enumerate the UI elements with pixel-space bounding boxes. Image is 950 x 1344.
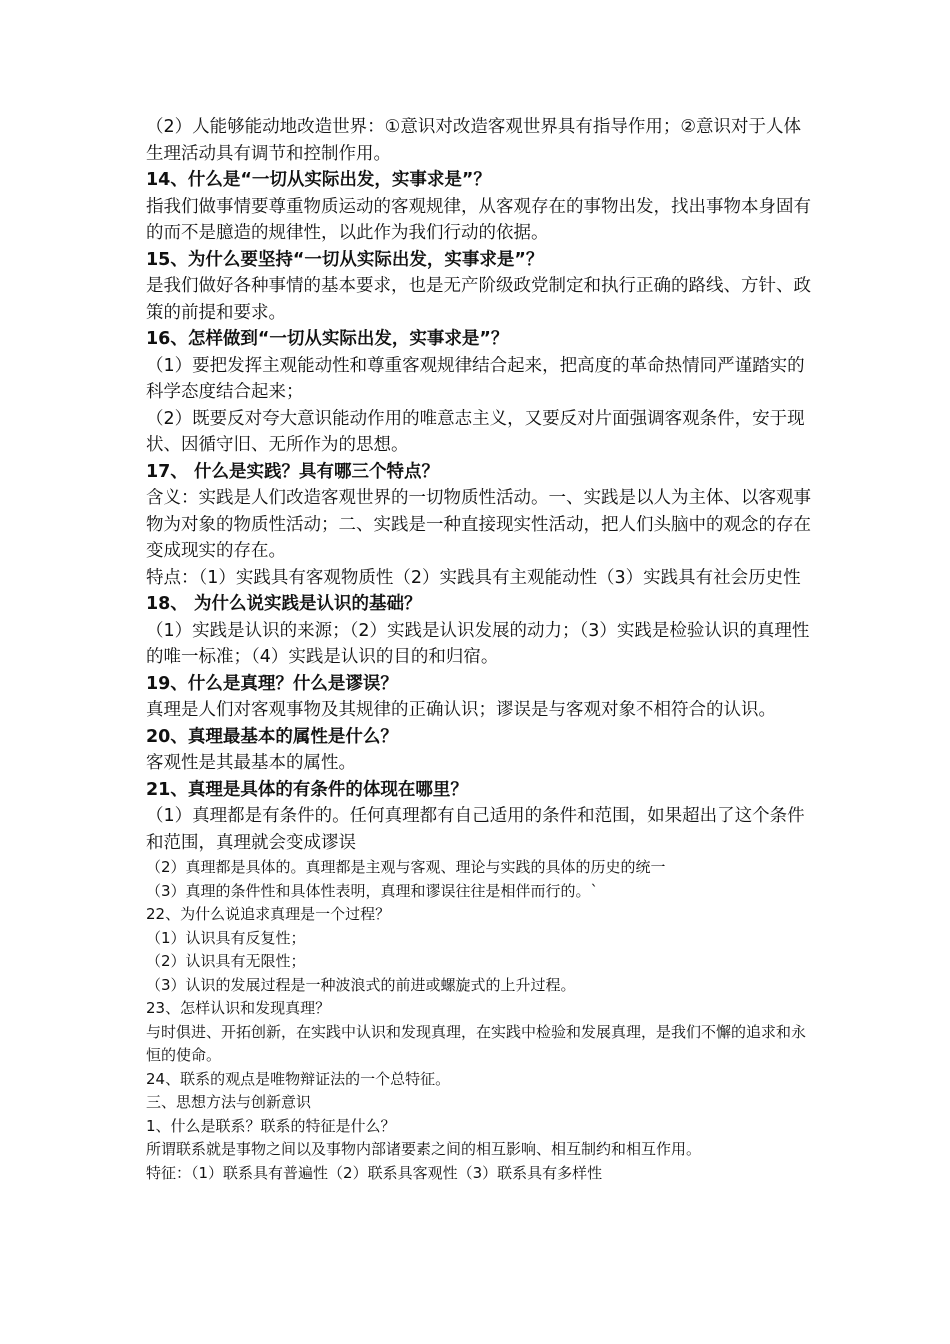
- document-page: [146, 114, 811, 1185]
- answer-paragraph: 所谓联系就是事物之间以及事物内部诸要素之间的相互影响、相互制约和相互作用。: [146, 1140, 702, 1158]
- list-item: （3）认识的发展过程是一种波浪式的前进或螺旋式的上升过程。: [146, 975, 576, 994]
- answer-paragraph: （1）实践是认识的来源；（2）实践是认识发展的动力；（3）实践是检验认识的真理性的唯一标准；（4）实践是认识的目的和归宿。: [146, 620, 810, 667]
- list-item: （2）认识具有无限性；: [146, 952, 306, 970]
- answer-paragraph: 特征：（1）联系具有普遍性（2）联系具客观性（3）联系具有多样性: [146, 1163, 603, 1182]
- question-heading: 20、真理最基本的属性是什么？: [146, 726, 398, 747]
- question-heading: 16、怎样做到“一切从实际出发，实事求是”？: [146, 329, 509, 349]
- question-heading: 18、 为什么说实践是认识的基础？: [146, 594, 422, 614]
- answer-paragraph: （2）真理都是具体的。真理都是主观与客观、理论与实践的具体的历史的统一: [146, 858, 666, 876]
- answer-paragraph: 是我们做好各种事情的基本要求，也是无产阶级政党制定和执行正确的路线、方针、政策的前提和要求。: [146, 276, 811, 323]
- question-heading: 15、为什么要坚持“一切从实际出发，实事求是”？: [146, 249, 544, 270]
- answer-paragraph: 指我们做事情要尊重物质运动的客观规律，从客观存在的事物出发，找出事物本身固有的而不是臆造的规律性，以此作为我们行动的依据。: [146, 196, 811, 243]
- question-heading: 19、什么是真理？什么是谬误？: [146, 673, 398, 694]
- question-heading: 1、什么是联系？联系的特征是什么？: [146, 1116, 396, 1135]
- answer-paragraph: （2）既要反对夸大意识能动作用的唯意志主义，又要反对片面强调客观条件，安于现状、因循守旧、无所作为的思想。: [146, 408, 805, 455]
- answer-paragraph: 真理是人们对客观事物及其规律的正确认识；谬误是与客观对象不相符合的认识。: [146, 700, 776, 720]
- answer-paragraph: （1）真理都是有条件的。任何真理都有自己适用的条件和范围，如果超出了这个条件和范围，真理就会变成谬误: [146, 806, 805, 853]
- question-heading: 23、怎样认识和发现真理？: [146, 999, 331, 1017]
- question-heading: 14、什么是“一切从实际出发，实事求是”？: [146, 170, 491, 190]
- answer-paragraph: 客观性是其最基本的属性。: [146, 753, 356, 773]
- question-heading: 17、 什么是实践？具有哪三个特点？: [146, 461, 439, 482]
- answer-paragraph: （3）真理的条件性和具体性表明，真理和谬误往往是相伴而行的。`: [146, 881, 599, 900]
- answer-paragraph: 含义：实践是人们改造客观世界的一切物质性活动。一、实践是以人为主体、以客观事物为对象的物质性活动；二、实践是一种直接现实性活动，把人们头脑中的观念的存在变成现实的存在。: [146, 488, 811, 561]
- section-heading: 三、思想方法与创新意识: [146, 1093, 312, 1111]
- paragraph: （2）人能够能动地改造世界：①意识对改造客观世界具有指导作用；②意识对于人体生理活动具有调节和控制作用。: [146, 117, 802, 164]
- list-item: （1）认识具有反复性；: [146, 928, 306, 947]
- answer-paragraph: 与时俱进、开拓创新，在实践中认识和发现真理，在实践中检验和发展真理，是我们不懈的追求和永恒的使命。: [146, 1022, 807, 1064]
- statement: 24、联系的观点是唯物辩证法的一个总特征。: [146, 1069, 451, 1088]
- question-heading: 22、为什么说追求真理是一个过程？: [146, 905, 391, 923]
- question-heading: 21、真理是具体的有条件的体现在哪里？: [146, 779, 468, 800]
- answer-paragraph: （1）要把发挥主观能动性和尊重客观规律结合起来，把高度的革命热情同严谨踏实的科学态度结合起来；: [146, 355, 805, 402]
- answer-paragraph: 特点：（1）实践具有客观物质性（2）实践具有主观能动性（3）实践具有社会历史性: [146, 567, 801, 588]
